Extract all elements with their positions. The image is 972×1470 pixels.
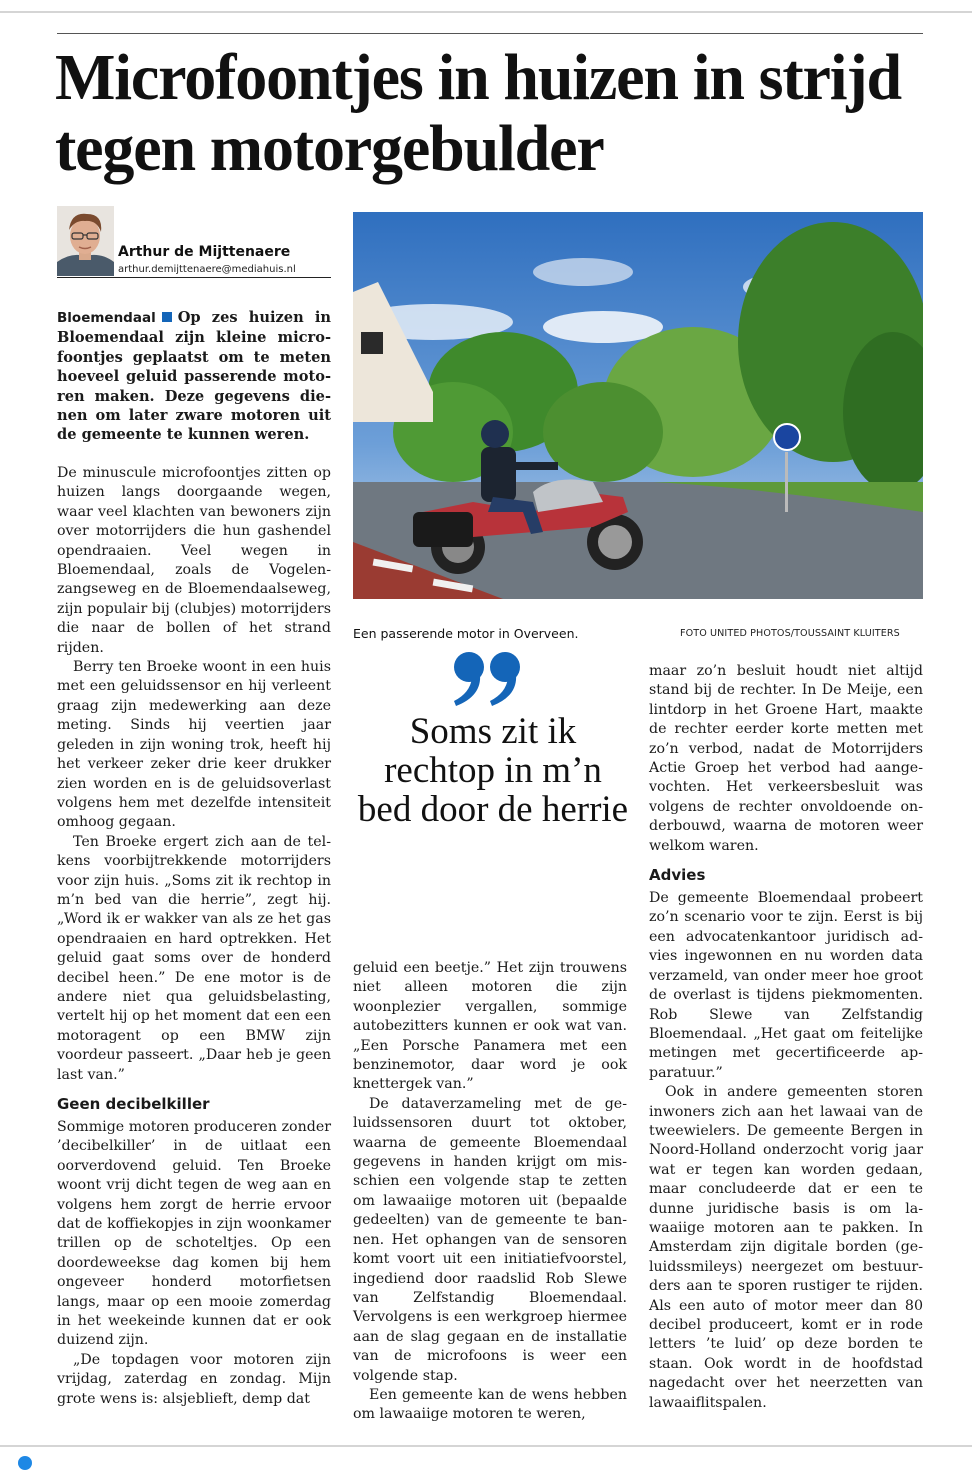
dateline: Bloemendaal: [57, 310, 156, 326]
column-1: [57, 464, 331, 1409]
column-2: [353, 959, 627, 1425]
top-divider: [0, 11, 972, 13]
paragraph: Een gemeente kan de wens hebben om lawaaiige motoren te weren,: [353, 1386, 627, 1423]
quote-mark-icon: [450, 648, 530, 710]
subheading: Advies: [649, 866, 706, 885]
column-3: [649, 662, 923, 1413]
author-name: Arthur de Mijttenaere: [118, 244, 291, 260]
paragraph: geluid een beetje.” Het zijn trouwens niet alleen motoren die zijn woonplezier vergallen, sommige autobezitters kunnen er ook wat van. „Een Porsche Panamera met een benzinemotor, daar word je ook knettergek van.”: [353, 960, 627, 1093]
author-email[interactable]: arthur.demijttenaere@mediahuis.nl: [118, 264, 296, 275]
paragraph: Ten Broeke ergert zich aan de telkens voorbijtrekkende motorrijders voor zijn huis. „Soms zit ik rechtop in m’n bed van die herrie”, zegt hij. „Word ik er wakker van als ze het gas opendraaien en hard optrekken. Het geluid gaat soms over de honderd decibel heen.” De ene motor is de andere niet qua geluidsbelasting, vertelt hij op het moment dat een een motoragent op een BMW zijn voordeur passeert. „Daar heb je geen last van.”: [57, 833, 331, 1083]
article-photo: [353, 212, 923, 599]
lead-text: Op zes huizen in Bloemendaal zijn kleine microfoontjes geplaatst om te meten hoeveel geluid passerende motoren maken. Deze gegevens dienen om later zware motoren uit de gemeente te kunnen weren.: [57, 309, 331, 444]
byline-rule: [57, 277, 331, 278]
paragraph: Sommige motoren produceren zonder ’decibelkiller’ in de uitlaat een oorverdovend geluid. Ten Broeke woont vrij dicht tegen de weg aan en volgens hem zorgt de herrie ervoor dat de koffiekopjes in zijn woonkamer trillen op de schoteltjes. Op een doordeweekse dag komen bij hem ongeveer honderd motorfietsen langs, maar op een mooie zomerdag in het weekeinde kunnen dat er ook duizend zijn.: [57, 1119, 331, 1349]
paragraph: maar zo’n besluit houdt niet altijd stand bij de rechter. In De Meije, een lintdorp in het Groene Hart, maakte de rechter eerder korte metten met zo’n verbod, nadat de Motorrijders Actie Groep het verbod had aangevochten. Het verkeersbesluit was volgens de rechter onvoldoende onderbouwd, waarna de motoren weer welkom waren.: [649, 663, 923, 854]
photo-caption: Een passerende motor in Overveen.: [353, 626, 579, 641]
paragraph: „De topdagen voor motoren zijn vrijdag, zaterdag en zondag. Mijn grote wens is: alsjeblieft, demp dat: [57, 1351, 331, 1407]
headline-rule: [57, 33, 923, 34]
author-avatar: [57, 206, 114, 276]
pull-quote: Soms zit ik rechtop in m’n bed door de herrie: [357, 711, 629, 830]
paragraph: Ook in andere gemeenten storen inwoners zich aan het lawaai van de tweewielers. De gemeente Bergen in Noord-Holland onderzocht vorig jaar wat er tegen kan worden gedaan, maar concludeerde dat er een te dunne juridische basis is om lawaaiige motoren aan te pakken. In Amsterdam zijn digitale borden (geluidssmileys) neergezet om bestuurders aan te sporen rustiger te rijden. Als een auto of motor meer dan 80 decibel produceert, komt er in rode letters ’te luid’ op deze borden te staan. Ook wordt in de hoofdstad nagedacht over het neerzetten van lawaaiflitspalen.: [649, 1084, 923, 1411]
subheading: Geen decibelkiller: [57, 1095, 210, 1113]
paragraph: Berry ten Broeke woont in een huis met een geluidssensor en hij verleent graag zijn medewerking aan deze meting. Sinds hij veertien jaar geleden in zijn woning trok, heeft hij het verkeer zeker drie keer drukker zien worden en is de geluidsoverlast volgens hem met dezelfde intensiteit omhoog gegaan.: [57, 659, 331, 831]
square-bullet-icon: [162, 312, 172, 322]
paragraph: De minuscule microfoontjes zitten op huizen langs doorgaande wegen, waar veel klachten van bewoners zijn over motorrijders die hun gashendel opendraaien. Veel wegen in Bloemendaal, zoals de Vogelenzangseweg en de Bloemendaalseweg, zijn populair bij (clubjes) motorrijders die naar de bollen of het strand rijden.: [57, 465, 331, 656]
paragraph: De gemeente Bloemendaal probeert zo’n scenario voor te zijn. Eerst is bij een advocatenkantoor juridisch advies ingewonnen en nu worden data verzameld, van onder meer hoe groot de overlast is tijdens piekmomenten. Rob Slewe van Zelfstandig Bloemendaal. „Het gaat om feitelijke metingen met gecertificeerde apparatuur.”: [649, 890, 923, 1081]
article-lead: [57, 308, 331, 445]
bottom-divider: [0, 1445, 972, 1447]
page-indicator-icon[interactable]: [18, 1456, 32, 1470]
photo-credit: FOTO UNITED PHOTOS/TOUSSAINT KLUITERS: [680, 628, 900, 639]
paragraph: De dataverzameling met de geluidssensoren duurt tot oktober, waarna de gemeente Bloemendaal gegevens in handen krijgt om misschien een volgende stap te zetten om lawaaiige motoren uit (bepaalde gedeelten) van de gemeente te bannen. Het ophangen van de sensoren komt voort uit een initiatiefvoorstel, ingediend door raadslid Rob Slewe van Zelfstandig Bloemendaal. Vervolgens is een werkgroep hiermee aan de slag gegaan en de installatie van de microfoons is weer een volgende stap.: [353, 1095, 627, 1384]
headline: Microfoontjes in huizen in strijd tegen motorgebulder: [55, 41, 901, 185]
